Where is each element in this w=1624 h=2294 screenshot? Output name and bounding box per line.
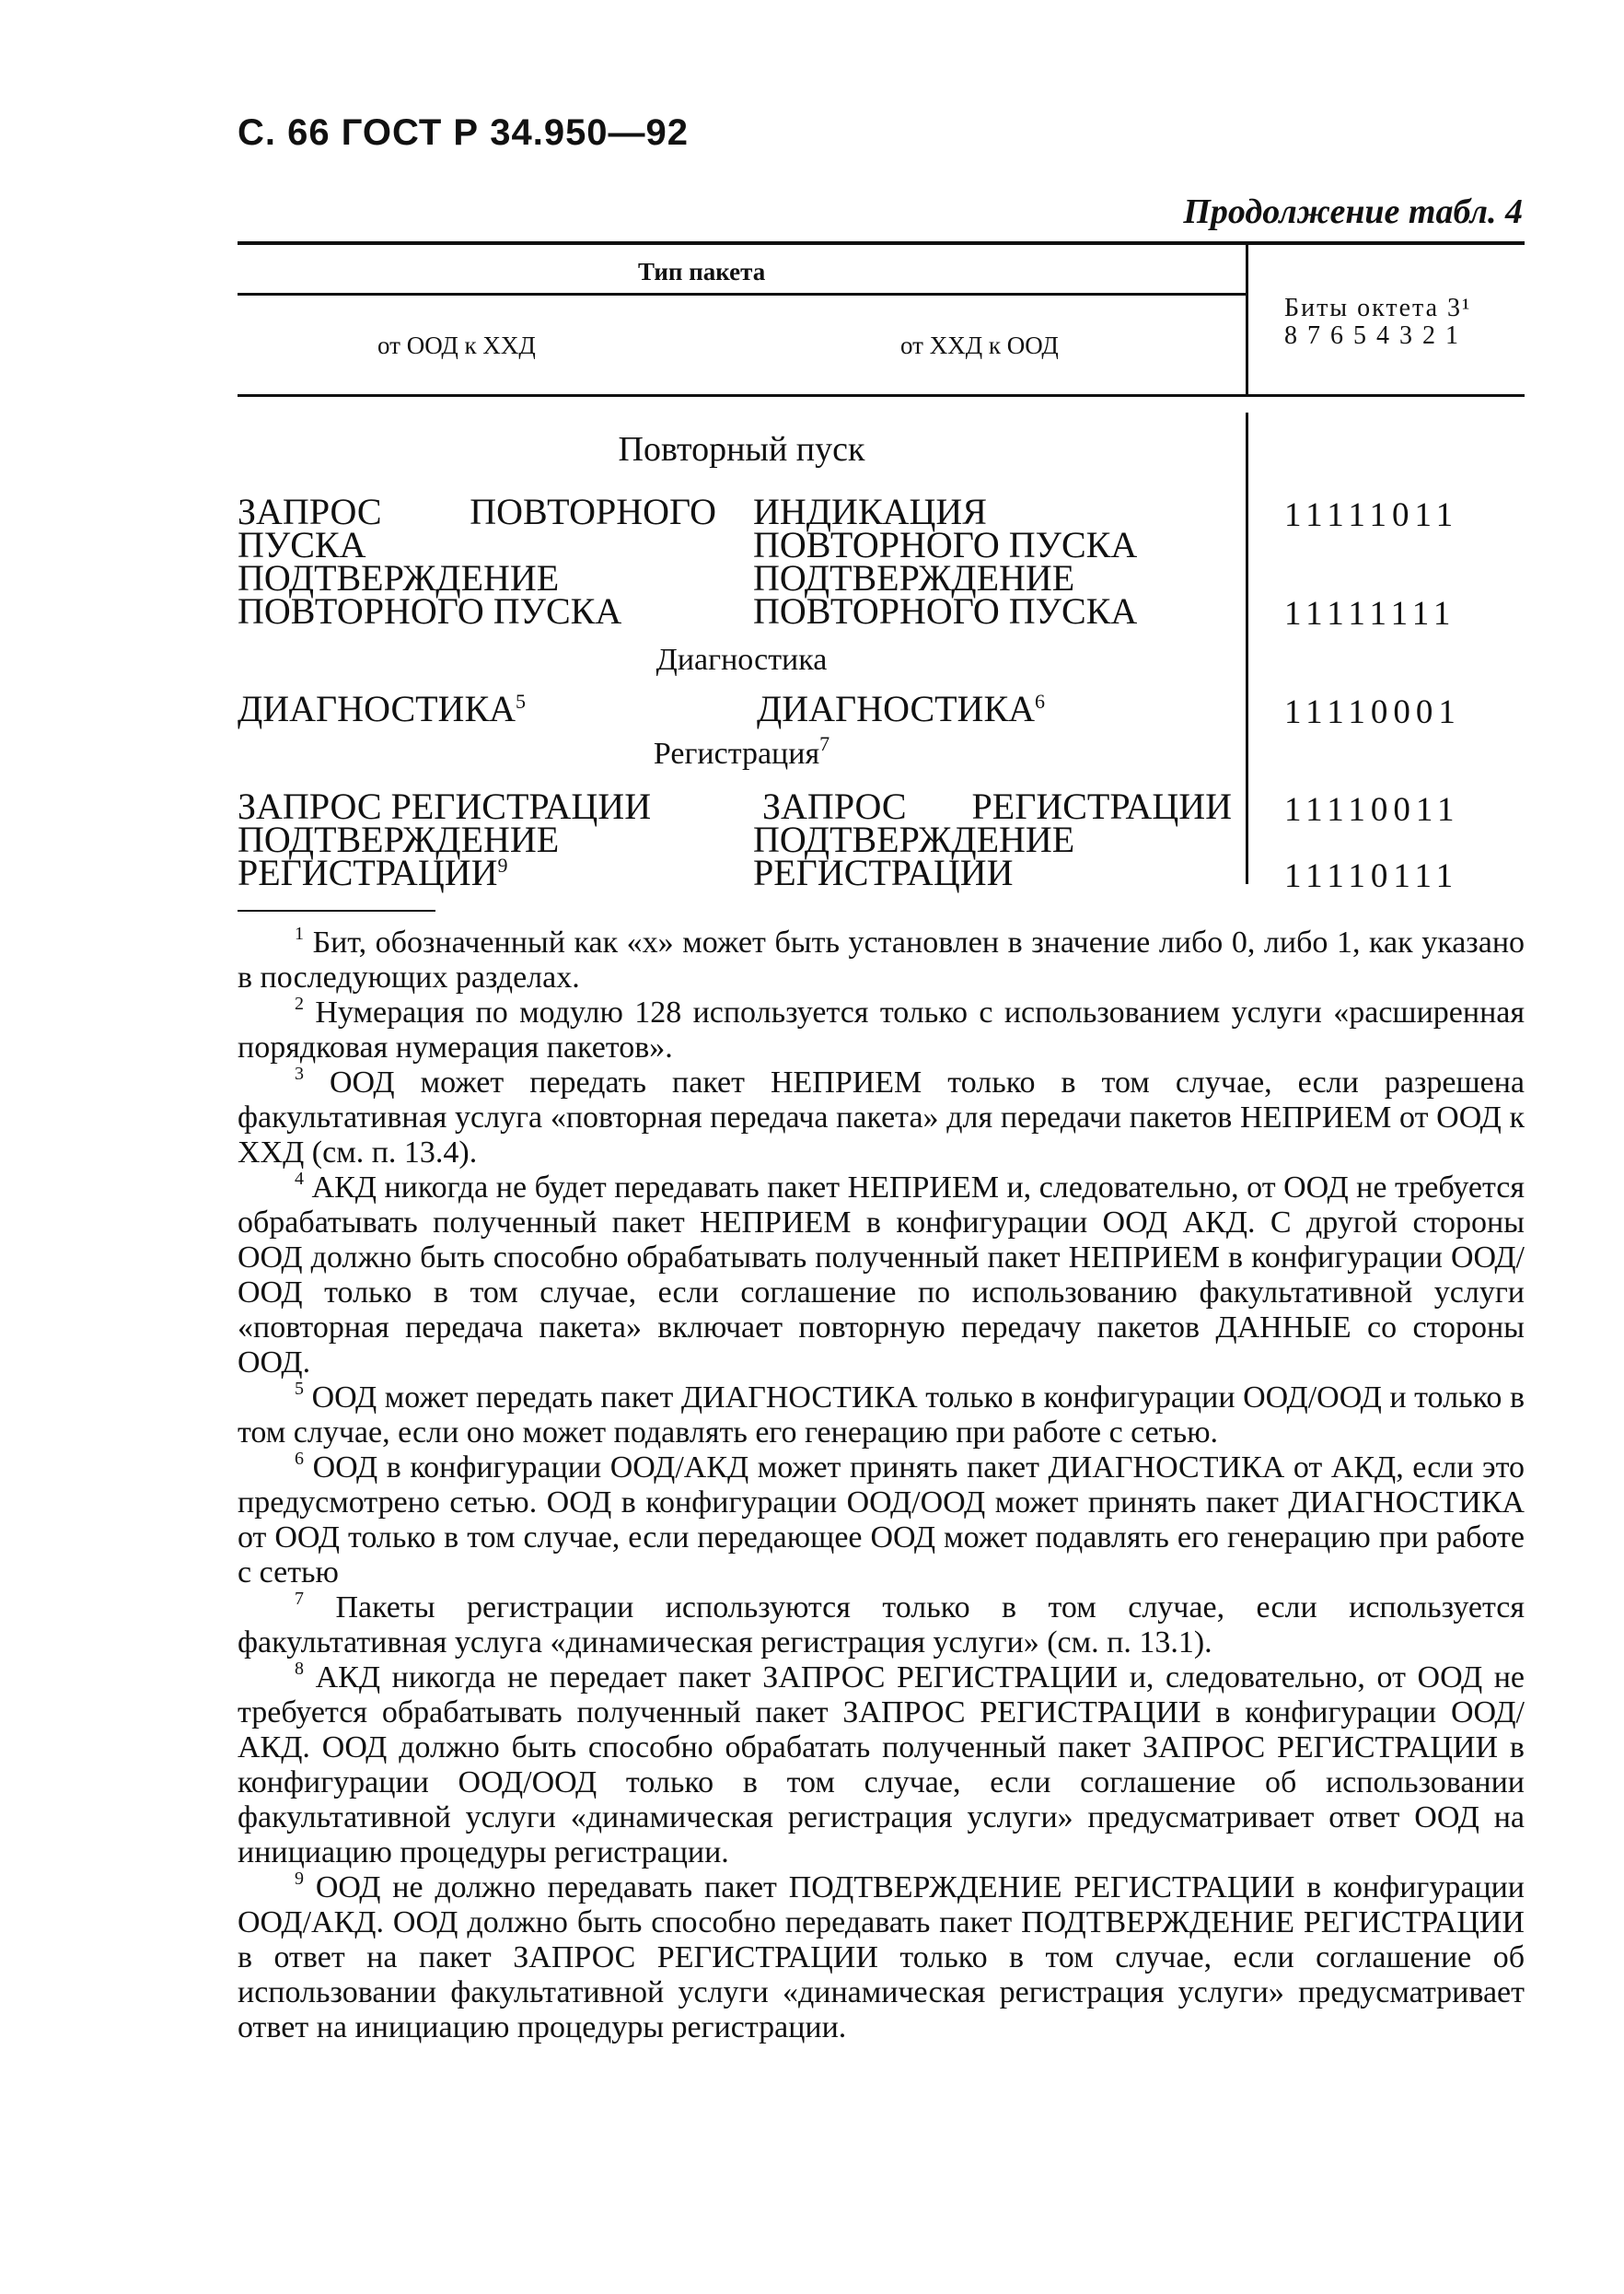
row-diagnostic-left-text: ДИАГНОСТИКА bbox=[238, 688, 516, 729]
bits-header bbox=[1284, 295, 1471, 350]
section-title-diagnostic: Диагностика bbox=[655, 643, 828, 677]
table-top-rule bbox=[238, 241, 1525, 245]
bits-label: Биты октета 3¹ bbox=[1284, 294, 1472, 322]
footnote-4-text: АКД никогда не будет передавать пакет НЕПРИЕМ и, следовательно, от ООД не требуется обрабатывать полученный пакет НЕПРИЕМ в конфигурации ООД АКД. С другой стороны ООД должно быть способно обрабатывать полученный пакет НЕПРИЕМ в конфигурации ООД/ООД только в том случае, если соглашение по использованию факультативной услуги «повторная передача пакета» включает повторную передачу пакетов ДАННЫЕ со стороны ООД. bbox=[238, 1170, 1525, 1380]
row-registration-confirm-right: ПОДТВЕРЖДЕНИЕ РЕГИСТРАЦИИ bbox=[753, 819, 1075, 893]
section-title-registration-text: Регистрация bbox=[653, 737, 820, 771]
footnote-5-text: ООД может передать пакет ДИАГНОСТИКА только в конфигурации ООД/ООД и только в том случае, если оно может подавлять его генерацию при работе с сетью. bbox=[238, 1380, 1525, 1450]
table-head-inner-rule bbox=[238, 293, 1246, 296]
footnote-6-text: ООД в конфигурации ООД/АКД может принять пакет ДИАГНОСТИКА от АКД, если это предусмотрено сетью. ООД в конфигурации ООД/ООД может принять пакет ДИАГНОСТИКА от ООД только в том случае, если передающее ООД может подавлять его генерацию при работе с сетью bbox=[238, 1450, 1525, 1589]
footnote-9-text: ООД не должно передавать пакет ПОДТВЕРЖДЕНИЕ РЕГИСТРАЦИИ в конфигурации ООД/АКД. ООД должно быть способно передавать пакет ПОДТВЕРЖДЕНИЕ РЕГИСТРАЦИИ в ответ на пакет ЗАПРОС РЕГИСТРАЦИИ только в том случае, если соглашение об использовании факультативной услуги «динамическая регистрация услуги» предусматривает ответ на инициацию процедуры регистрации. bbox=[238, 1870, 1525, 2044]
row-registration-request-code: 11110011 bbox=[1284, 791, 1460, 829]
table-head-bottom-rule bbox=[238, 394, 1525, 397]
footnote-2 bbox=[238, 996, 1525, 1065]
footnote-9 bbox=[238, 1870, 1525, 2045]
row-restart-request-left: ЗАПРОС ПОВТОРНОГО ПУСКА bbox=[238, 491, 716, 565]
row-registration-request-left: ЗАПРОС РЕГИСТРАЦИИ bbox=[238, 786, 652, 827]
row-registration-confirm-left bbox=[238, 819, 716, 893]
row-registration-confirm-code: 11110111 bbox=[1284, 857, 1459, 895]
row-restart-request-code: 11111011 bbox=[1284, 496, 1459, 534]
footnote-8 bbox=[238, 1660, 1525, 1870]
packet-type-header: Тип пакета bbox=[638, 258, 766, 285]
footnote-9-number: 9 bbox=[295, 1869, 304, 1889]
footnote-separator bbox=[238, 910, 435, 912]
dte-to-dce-header: от ООД к ХХД bbox=[377, 332, 536, 359]
footnote-1 bbox=[238, 926, 1525, 996]
footnote-1-text: Бит, обозначенный как «х» может быть установлен в значение либо 0, либо 1, как указано в последующих разделах. bbox=[238, 926, 1525, 995]
section-title-restart: Повторный пуск bbox=[618, 430, 865, 469]
footnote-2-number: 2 bbox=[295, 994, 304, 1014]
table-body-divider bbox=[1246, 413, 1248, 884]
row-restart-confirm-right: ПОДТВЕРЖДЕНИЕ ПОВТОРНОГО ПУСКА bbox=[753, 557, 1138, 632]
table-caption: Продолжение табл. 4 bbox=[1183, 192, 1523, 231]
section-title-registration bbox=[238, 732, 1246, 772]
footnote-7-text: Пакеты регистрации используются только в том случае, если используется факультативная услуга «динамическая регистрация услуги» (см. п. 13.1). bbox=[238, 1590, 1525, 1659]
footnote-3 bbox=[238, 1065, 1525, 1170]
row-restart-confirm-code: 11111111 bbox=[1284, 595, 1456, 633]
footnote-1-number: 1 bbox=[295, 924, 304, 944]
row-restart-confirm-left: ПОДТВЕРЖДЕНИЕ ПОВТОРНОГО ПУСКА bbox=[238, 557, 622, 632]
row-diagnostic-left bbox=[238, 688, 716, 729]
bits-numbers: 8 7 6 5 4 3 2 1 bbox=[1284, 321, 1460, 350]
row-registration-confirm-left-ref: 9 bbox=[497, 854, 508, 877]
footnote-7-number: 7 bbox=[295, 1589, 304, 1609]
row-restart-request-right: ИНДИКАЦИЯ ПОВТОРНОГО ПУСКА bbox=[753, 491, 1138, 565]
dce-to-dte-header: от ХХД к ООД bbox=[900, 332, 1059, 359]
footnote-4 bbox=[238, 1170, 1525, 1380]
footnote-3-number: 3 bbox=[295, 1064, 304, 1084]
footnote-6 bbox=[238, 1450, 1525, 1590]
footnote-7 bbox=[238, 1590, 1525, 1660]
row-diagnostic-code: 11110001 bbox=[1284, 693, 1461, 731]
footnote-8-number: 8 bbox=[295, 1659, 304, 1679]
footnote-3-text: ООД может передать пакет НЕПРИЕМ только в том случае, если разрешена факультативная услуга «повторная передача пакета» для передачи пакетов НЕПРИЕМ от ООД к ХХД (см. п. 13.4). bbox=[238, 1065, 1525, 1170]
footnote-8-text: АКД никогда не передает пакет ЗАПРОС РЕГИСТРАЦИИ и, следовательно, от ООД не требуется обрабатывать полученный пакет ЗАПРОС РЕГИСТРАЦИИ в конфигурации ООД/АКД. ООД должно быть способно обрабатать полученный пакет ЗАПРОС РЕГИСТРАЦИИ в конфигурации ООД/ООД только в том случае, если соглашение об использовании факультативной услуги «динамическая регистрация услуги» предусматривает ответ ООД на инициацию процедуры регистрации. bbox=[238, 1660, 1525, 1869]
row-diagnostic-right-text: ДИАГНОСТИКА bbox=[757, 688, 1036, 729]
row-registration-confirm-left-text: ПОДТВЕРЖДЕНИЕ РЕГИСТРАЦИИ bbox=[238, 819, 560, 893]
row-diagnostic-right-ref: 6 bbox=[1035, 690, 1046, 713]
page-header: С. 66 ГОСТ Р 34.950—92 bbox=[238, 112, 690, 153]
footnote-4-number: 4 bbox=[295, 1169, 304, 1189]
footnote-5-number: 5 bbox=[295, 1379, 304, 1399]
footnote-6-number: 6 bbox=[295, 1449, 304, 1469]
section-title-registration-ref: 7 bbox=[819, 732, 830, 755]
table-column-divider bbox=[1246, 245, 1248, 396]
footnote-2-text: Нумерация по модулю 128 используется только с использованием услуги «расширенная порядковая нумерация пакетов». bbox=[238, 996, 1525, 1065]
row-diagnostic-left-ref: 5 bbox=[516, 690, 527, 713]
row-diagnostic-right bbox=[757, 688, 1235, 729]
row-registration-request-right: ЗАПРОС РЕГИСТРАЦИИ bbox=[762, 786, 1232, 827]
footnote-5 bbox=[238, 1380, 1525, 1450]
footnotes bbox=[238, 926, 1525, 2045]
